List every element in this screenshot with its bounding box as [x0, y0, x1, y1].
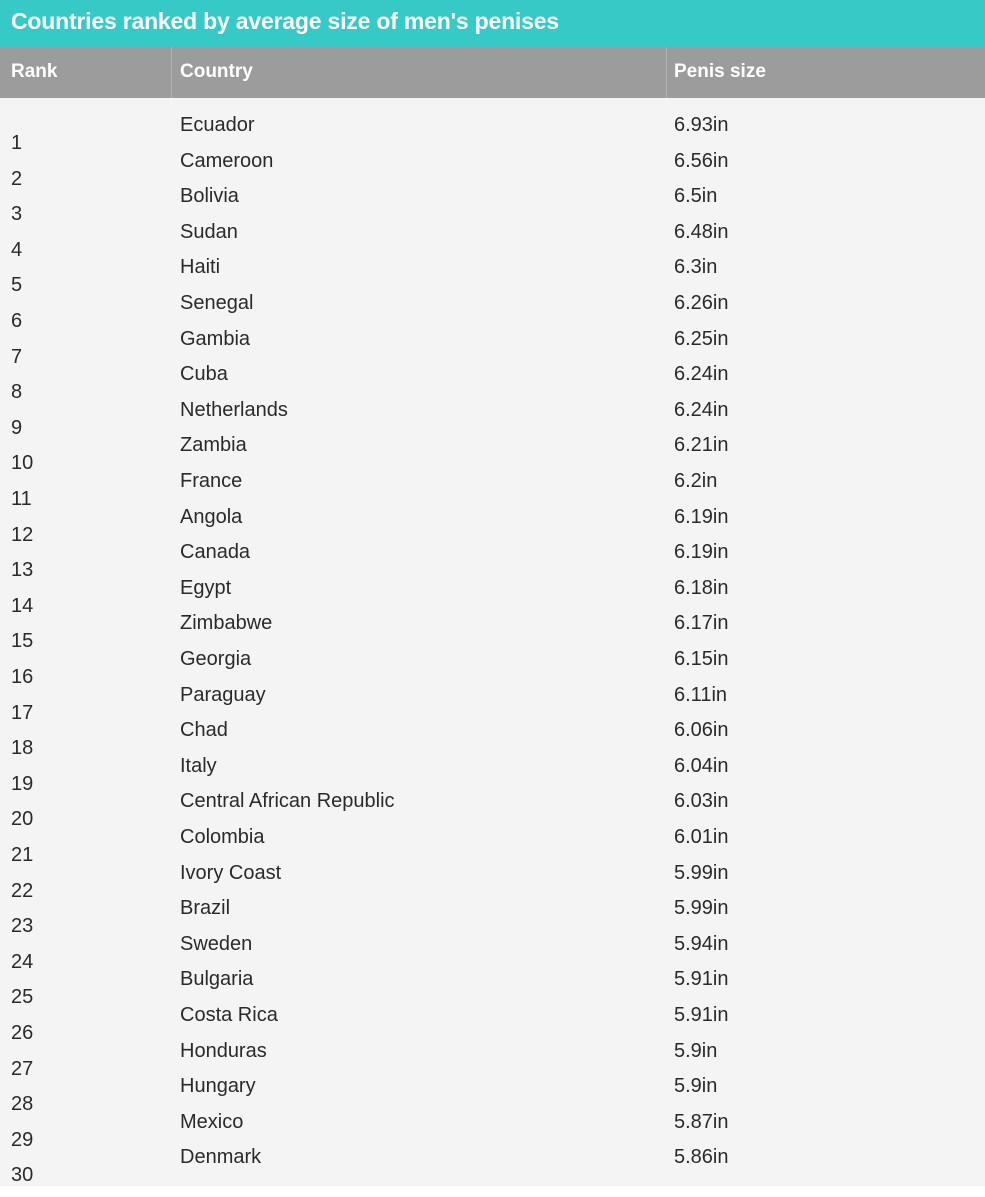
penis-size-cell: 6.21in	[674, 434, 729, 457]
penis-size-cell: 6.19in	[674, 541, 729, 564]
rank-cell: 26	[11, 1022, 34, 1044]
country-cell: Central African Republic	[180, 790, 395, 813]
rank-cell: 7	[11, 345, 23, 368]
penis-size-cell: 6.26in	[674, 292, 729, 314]
country-cell: Netherlands	[180, 398, 288, 421]
country-cell: France	[180, 470, 243, 492]
country-cell: Gambia	[180, 327, 251, 350]
rank-cell: 15	[11, 630, 34, 653]
rank-cell: 30	[11, 1164, 34, 1186]
rank-cell: 6	[11, 310, 23, 332]
penis-size-cell: 6.48in	[674, 220, 729, 243]
rank-cell: 27	[11, 1057, 34, 1080]
country-cell: Brazil	[180, 897, 231, 920]
country-cell: Haiti	[180, 256, 221, 279]
page-title: Countries ranked by average size of men's penises	[11, 8, 559, 34]
country-cell: Costa Rica	[180, 1004, 278, 1026]
penis-size-cell: 6.5in	[674, 185, 718, 208]
rank-cell: 21	[11, 844, 34, 866]
penis-size-cell: 6.17in	[674, 612, 729, 635]
rank-cell: 10	[11, 452, 34, 475]
rank-cell: 29	[11, 1128, 34, 1151]
penis-size-cell: 5.99in	[674, 897, 729, 920]
country-cell: Colombia	[180, 826, 265, 848]
country-cell: Honduras	[180, 1039, 267, 1062]
penis-size-cell: 5.91in	[674, 1004, 729, 1026]
header-penis-size: Penis size	[674, 61, 766, 82]
header-divider	[666, 47, 667, 98]
rank-cell: 25	[11, 986, 34, 1009]
country-cell: Sudan	[180, 220, 238, 243]
country-cell: Ecuador	[180, 114, 255, 136]
country-cell: Canada	[180, 541, 251, 564]
penis-size-cell: 6.11in	[674, 683, 728, 706]
penis-size-cell: 6.24in	[674, 398, 729, 421]
rank-cell: 14	[11, 594, 34, 617]
header-country: Country	[180, 61, 253, 82]
header-divider	[171, 47, 172, 98]
penis-size-cell: 6.04in	[674, 754, 729, 777]
table-body	[0, 98, 985, 1186]
rank-cell: 28	[11, 1093, 34, 1116]
country-cell: Ivory Coast	[180, 861, 282, 884]
rank-cell: 16	[11, 666, 34, 688]
rank-cell: 17	[11, 701, 34, 724]
country-cell: Sweden	[180, 932, 253, 955]
rank-cell: 23	[11, 915, 34, 938]
rank-cell: 24	[11, 950, 34, 973]
header-rank: Rank	[11, 61, 58, 82]
country-cell: Hungary	[180, 1075, 256, 1098]
title-bar	[0, 0, 985, 47]
penis-size-cell: 6.06in	[674, 719, 729, 742]
penis-size-cell: 5.87in	[674, 1110, 729, 1133]
table-header	[0, 47, 985, 98]
rank-cell: 2	[11, 167, 23, 190]
country-cell: Paraguay	[180, 683, 266, 706]
penis-size-cell: 5.99in	[674, 861, 729, 884]
penis-size-cell: 6.56in	[674, 149, 729, 172]
country-cell: Senegal	[180, 292, 254, 314]
country-cell: Bulgaria	[180, 968, 254, 991]
penis-size-cell: 5.91in	[674, 968, 729, 991]
penis-size-cell: 6.3in	[674, 256, 718, 279]
rank-cell: 5	[11, 274, 23, 297]
rank-cell: 22	[11, 879, 34, 902]
country-cell: Cameroon	[180, 149, 274, 172]
rank-cell: 9	[11, 416, 23, 439]
country-cell: Georgia	[180, 648, 252, 670]
penis-size-cell: 5.86in	[674, 1146, 729, 1169]
penis-size-cell: 6.2in	[674, 470, 718, 492]
penis-size-cell: 6.24in	[674, 363, 729, 386]
penis-size-cell: 5.94in	[674, 932, 729, 955]
country-cell: Angola	[180, 505, 243, 528]
penis-size-cell: 6.18in	[674, 576, 729, 599]
country-cell: Bolivia	[180, 185, 239, 208]
country-cell: Cuba	[180, 363, 228, 386]
rank-cell: 19	[11, 772, 34, 795]
penis-size-cell: 6.25in	[674, 327, 729, 350]
rank-cell: 1	[11, 132, 23, 154]
country-cell: Zambia	[180, 434, 247, 457]
rank-cell: 20	[11, 808, 34, 831]
rank-cell: 11	[11, 488, 32, 510]
country-cell: Denmark	[180, 1146, 262, 1169]
bottom-strip	[0, 1186, 985, 1197]
rank-cell: 4	[11, 238, 23, 261]
penis-size-cell: 5.9in	[674, 1039, 718, 1062]
country-cell: Mexico	[180, 1110, 244, 1133]
rank-cell: 13	[11, 559, 34, 582]
penis-size-cell: 6.01in	[674, 826, 729, 848]
country-cell: Italy	[180, 754, 217, 777]
penis-size-cell: 6.15in	[674, 648, 729, 670]
country-cell: Egypt	[180, 576, 232, 599]
country-cell: Zimbabwe	[180, 612, 273, 635]
country-cell: Chad	[180, 719, 228, 742]
rank-cell: 12	[11, 523, 34, 546]
rank-cell: 3	[11, 203, 23, 226]
rank-cell: 18	[11, 737, 34, 760]
penis-size-cell: 6.03in	[674, 790, 729, 813]
penis-size-cell: 5.9in	[674, 1075, 718, 1098]
penis-size-cell: 6.19in	[674, 505, 729, 528]
penis-size-cell: 6.93in	[674, 114, 729, 136]
rank-cell: 8	[11, 381, 23, 404]
